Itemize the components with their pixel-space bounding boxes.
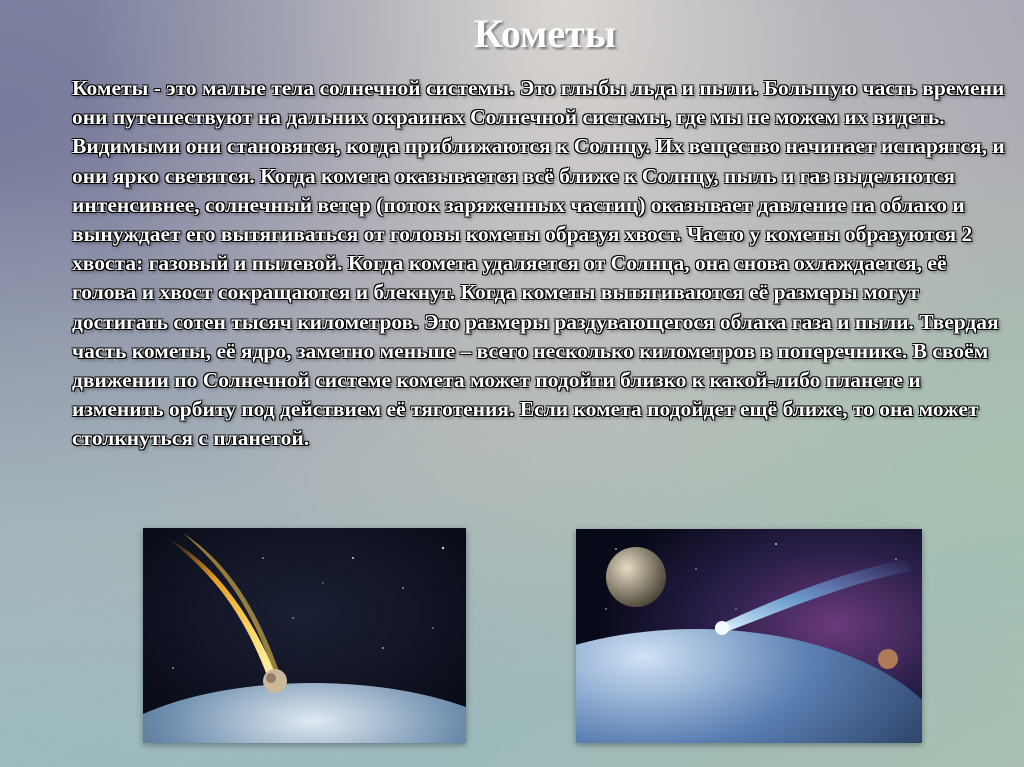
comet-passing-planet-image — [576, 529, 922, 743]
slide-title: Кометы — [473, 11, 617, 56]
comet-falling-image — [143, 528, 466, 743]
slide-body-text: Кометы - это малые тела солнечной системы. Это глыбы льда и пыли. Большую часть времени они путешествуют на дальних окраинах Солнечной системы, где мы не можем их видеть. Видимыми они становятся, когда приближаются к Солнцу. Их вещество начинает испарятся, и они ярко светятся. Когда комета оказывается всё ближе к Солнцу, пыль и газ выделяются интенсивнее, солнечный ветер (поток заряженных частиц) оказывает давление на облако и вынуждает его вытягиваться от головы кометы образуя хвост. Часто у кометы образуются 2 хвоста: газовый и пылевой. Когда комета удаляется от Солнца, она снова охлаждается, её голова и хвост сокращаются и блекнут. Когда кометы вытягиваются её размеры могут достигать сотен тысяч километров. Это размеры раздувающегося облака газа и пыли. Твердая часть кометы, её ядро, заметно меньше – всего несколько километров в поперечнике. В своём движении по Солнечной системе комета может подойти близко к какой-либо планете и изменить орбиту под действием её тяготения. Если комета подойдет ещё ближе, то она может столкнуться с планетой. — [72, 76, 1005, 451]
